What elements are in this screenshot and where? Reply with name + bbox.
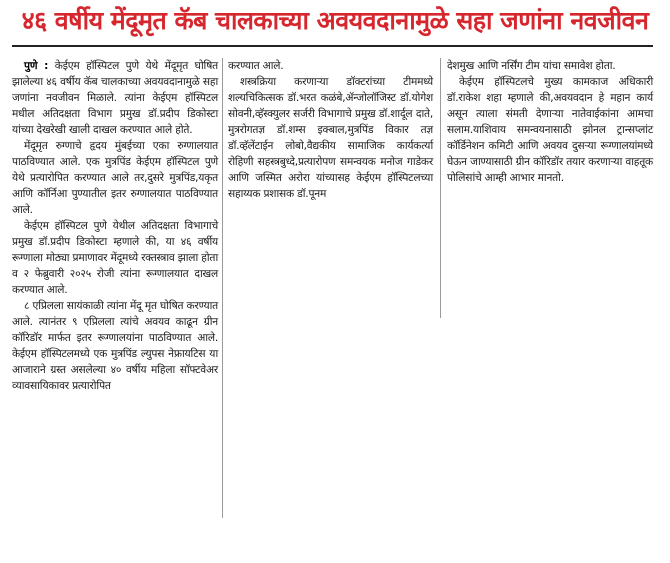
- article-paragraph: देशमुख आणि नर्सिंग टीम यांचा समावेश होता.: [447, 60, 616, 72]
- headline-rule: [12, 45, 653, 47]
- article-column-1: [12, 58, 218, 394]
- paragraph-text: केईएम हॉस्पिटल पुणे येथे मेंदूमृत घोषित झालेल्या ४६ वर्षीय कॅब चालकाच्या अवयवदानामुळे सहा जणांना नवजीवन मिळाले. त्यांना केईएम हॉस्पिटल मधील अतिदक्षता विभाग प्रमुख डॉ.प्रदीप डिकोस्टा यांच्या देखरेखी खाली दाखल करण्यात आले होते.: [12, 60, 218, 136]
- column-divider-2: [440, 58, 441, 318]
- article-paragraph: शस्त्रक्रिया करणाऱ्या डॉक्टरांच्या टीममध्ये शल्यचिकित्सक डॉ.भरत कळंबे,ॲन्जोलॉजिस्ट डॉ.योगेश सोवनी,व्हॅस्क्युलर सर्जरी विभागाचे प्रमुख डॉ.शार्दूल दाते, मुत्ररोगतज्ञ डॉ.शम्स इक्बाल,मुत्रपिंड विकार तज्ञ डॉ.व्हॅलेंटाईन लोबो,वैद्यकीय सामाजिक कार्यकर्त्या रोहिणी सहस्त्रबुध्दे,प्रत्यारोपण समन्वयक मनोज गाडेकर आणि जस्मित अरोरा यांच्यासह केईएम हॉस्पिटलच्या सहाय्यक प्रशासक डॉ.पूनम: [228, 76, 433, 200]
- article-column-3: [447, 58, 653, 186]
- article-paragraph: करण्यात आले.: [228, 60, 284, 72]
- article-headline: ४६ वर्षीय मेंदूमृत कॅब चालकाच्या अवयवदानामुळे सहा जणांना नवजीवन: [21, 6, 649, 35]
- column-divider-1: [222, 58, 223, 518]
- article-paragraph: केईएम हॉस्पिटल पुणे येथील अतिदक्षता विभागाचे प्रमुख डॉ.प्रदीप डिकोस्टा म्हणाले की, या ४६ वर्षीय रूग्णाला मोठ्या प्रमाणावर मेंदूमध्ये रक्तस्त्राव झाला होता व २ फेब्रुवारी २०२५ रोजी त्यांना रूग्णालयात दाखल करण्यात आले.: [12, 220, 218, 296]
- dateline: पुणे :: [24, 60, 49, 72]
- article-paragraph: [12, 58, 218, 138]
- article-column-2: [228, 58, 433, 202]
- article-paragraph: केईएम हॉस्पिटलचे मुख्य कामकाज अधिकारी डॉ.राकेश शहा म्हणाले की,अवयवदान हे महान कार्य असून त्याला संमती देणाऱ्या नातेवाईकांना आमचा सलाम.याशिवाय समन्वयनासाठी झोनल ट्रान्सप्लांट कॉर्डिनेशन कमिटी आणि अवयव दुसऱ्या रूग्णालयांमध्ये घेऊन जाण्यासाठी ग्रीन कॉरिडॉर तयार करणाऱ्या वाहतूक पोलिसांचे आम्ही आभार मानतो.: [447, 76, 653, 184]
- article-paragraph: मेंदूमृत रुग्णाचे हृदय मुंबईच्या एका रुग्णालयात पाठविण्यात आले. एक मुत्रपिंड केईएम हॉस्पिटल पुणे येथे प्रत्यारोपित करण्यात आले तर,दुसरे मुत्रपिंड,यकृत आणि कॉर्निआ पुण्यातील इतर रुग्णालयात पाठविण्यात आले.: [12, 140, 218, 216]
- article-paragraph: ८ एप्रिलला सायंकाळी त्यांना मेंदू मृत घोषित करण्यात आले. त्यानंतर ९ एप्रिलला त्यांचे अवयव काढून ग्रीन कॉरिडॉर मार्फत इतर रूग्णालयांना पाठविण्यात आले. केईएम हॉस्पिटलमध्ये एक मुत्रपिंड ल्युपस नेफ्रायटिस या आजाराने ग्रस्त असलेल्या ४० वर्षीय महिला सॉफ्टवेअर व्यावसायिकावर प्रत्यारोपित: [12, 300, 218, 392]
